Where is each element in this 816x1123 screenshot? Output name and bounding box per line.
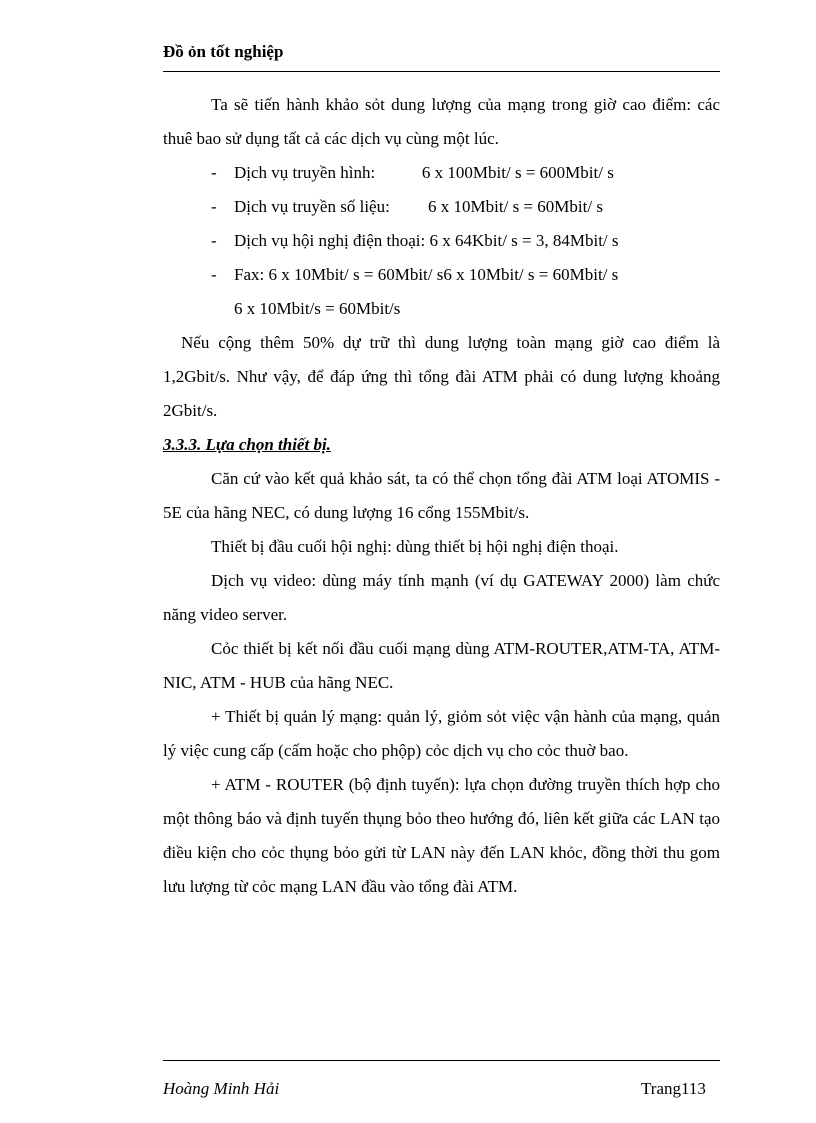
paragraph-atm-router: + ATM - ROUTER (bộ định tuyến): lựa chọn đường truyền thích hợp cho một thông báo và định tuyến thụng bỏo theo hướng đó, liên kết giữa các LAN tạo điều kiện cho cỏc thụng bỏo gửi từ LAN này đến LAN khỏc, đồng thời thu gom lưu lượng từ cỏc mạng LAN đầu vào tổng đài ATM. (163, 775, 720, 896)
bullet-item-conference (163, 224, 720, 258)
bullet-dash: - (211, 231, 217, 250)
bullet-text: Dịch vụ hội nghị điện thoại: 6 x 64Kbit/ s = 3, 84Mbit/ s (234, 231, 619, 250)
paragraph-connection-devices: Cỏc thiết bị kết nối đầu cuối mạng dùng ATM-ROUTER,ATM-TA, ATM-NIC, ATM - HUB của hãng NEC. (163, 639, 720, 692)
bullet-text: Dịch vụ truyền số liệu: 6 x 10Mbit/ s = 60Mbit/ s (234, 197, 603, 216)
section-heading: 3.3.3. Lựa chọn thiết bị. (163, 435, 331, 454)
bullet-item-data (163, 190, 720, 224)
bullet-item-fax (163, 258, 720, 292)
paragraph-conference-terminal: Thiết bị đầu cuối hội nghị: dùng thiết bị hội nghị điện thoại. (211, 537, 619, 556)
bullet-text: Fax: 6 x 10Mbit/ s = 60Mbit/ s6 x 10Mbit/ s = 60Mbit/ s (234, 265, 619, 284)
paragraph-network-management: + Thiết bị quản lý mạng: quản lý, giỏm sỏt việc vận hành của mạng, quản lý việc cung cấp (cấm hoặc cho phộp) cỏc dịch vụ cho cỏc thuờ bao. (163, 707, 720, 760)
bullet-dash: - (211, 265, 217, 284)
paragraph-reserve-capacity: Nếu cộng thêm 50% dự trữ thì dung lượng toàn mạng giờ cao điểm là 1,2Gbit/s. Như vậy, để đáp ứng thì tổng đài ATM phải có dung lượng khoảng 2Gbit/s. (163, 333, 720, 420)
bullet-item-tv (163, 156, 720, 190)
paragraph-video-service: Dịch vụ video: dùng máy tính mạnh (ví dụ GATEWAY 2000) làm chức năng video server. (163, 571, 720, 624)
paragraph-atm-switch: Căn cứ vào kết quả khảo sát, ta có thể chọn tổng đài ATM loại ATOMIS - 5E của hãng NEC, có dung lượng 16 cổng 155Mbit/s. (163, 469, 720, 522)
bullet-dash: - (211, 163, 217, 182)
bullet-text: Dịch vụ truyền hình: 6 x 100Mbit/ s = 600Mbit/ s (234, 163, 614, 182)
footer-divider (163, 1060, 720, 1061)
bullet-dash: - (211, 197, 217, 216)
page-header-title: Đồ ỏn tốt nghiệp (163, 42, 284, 61)
bullet-continuation: 6 x 10Mbit/s = 60Mbit/s (234, 299, 401, 318)
document-body (163, 88, 720, 904)
header-divider (163, 71, 720, 72)
footer-author: Hoàng Minh Hải (163, 1079, 280, 1098)
paragraph-survey-intro: Ta sẽ tiến hành khảo sỏt dung lượng của mạng trong giờ cao điểm: các thuê bao sử dụng tất cả các dịch vụ cùng một lúc. (163, 95, 720, 148)
footer-page-number: Trang113 (641, 1079, 706, 1098)
